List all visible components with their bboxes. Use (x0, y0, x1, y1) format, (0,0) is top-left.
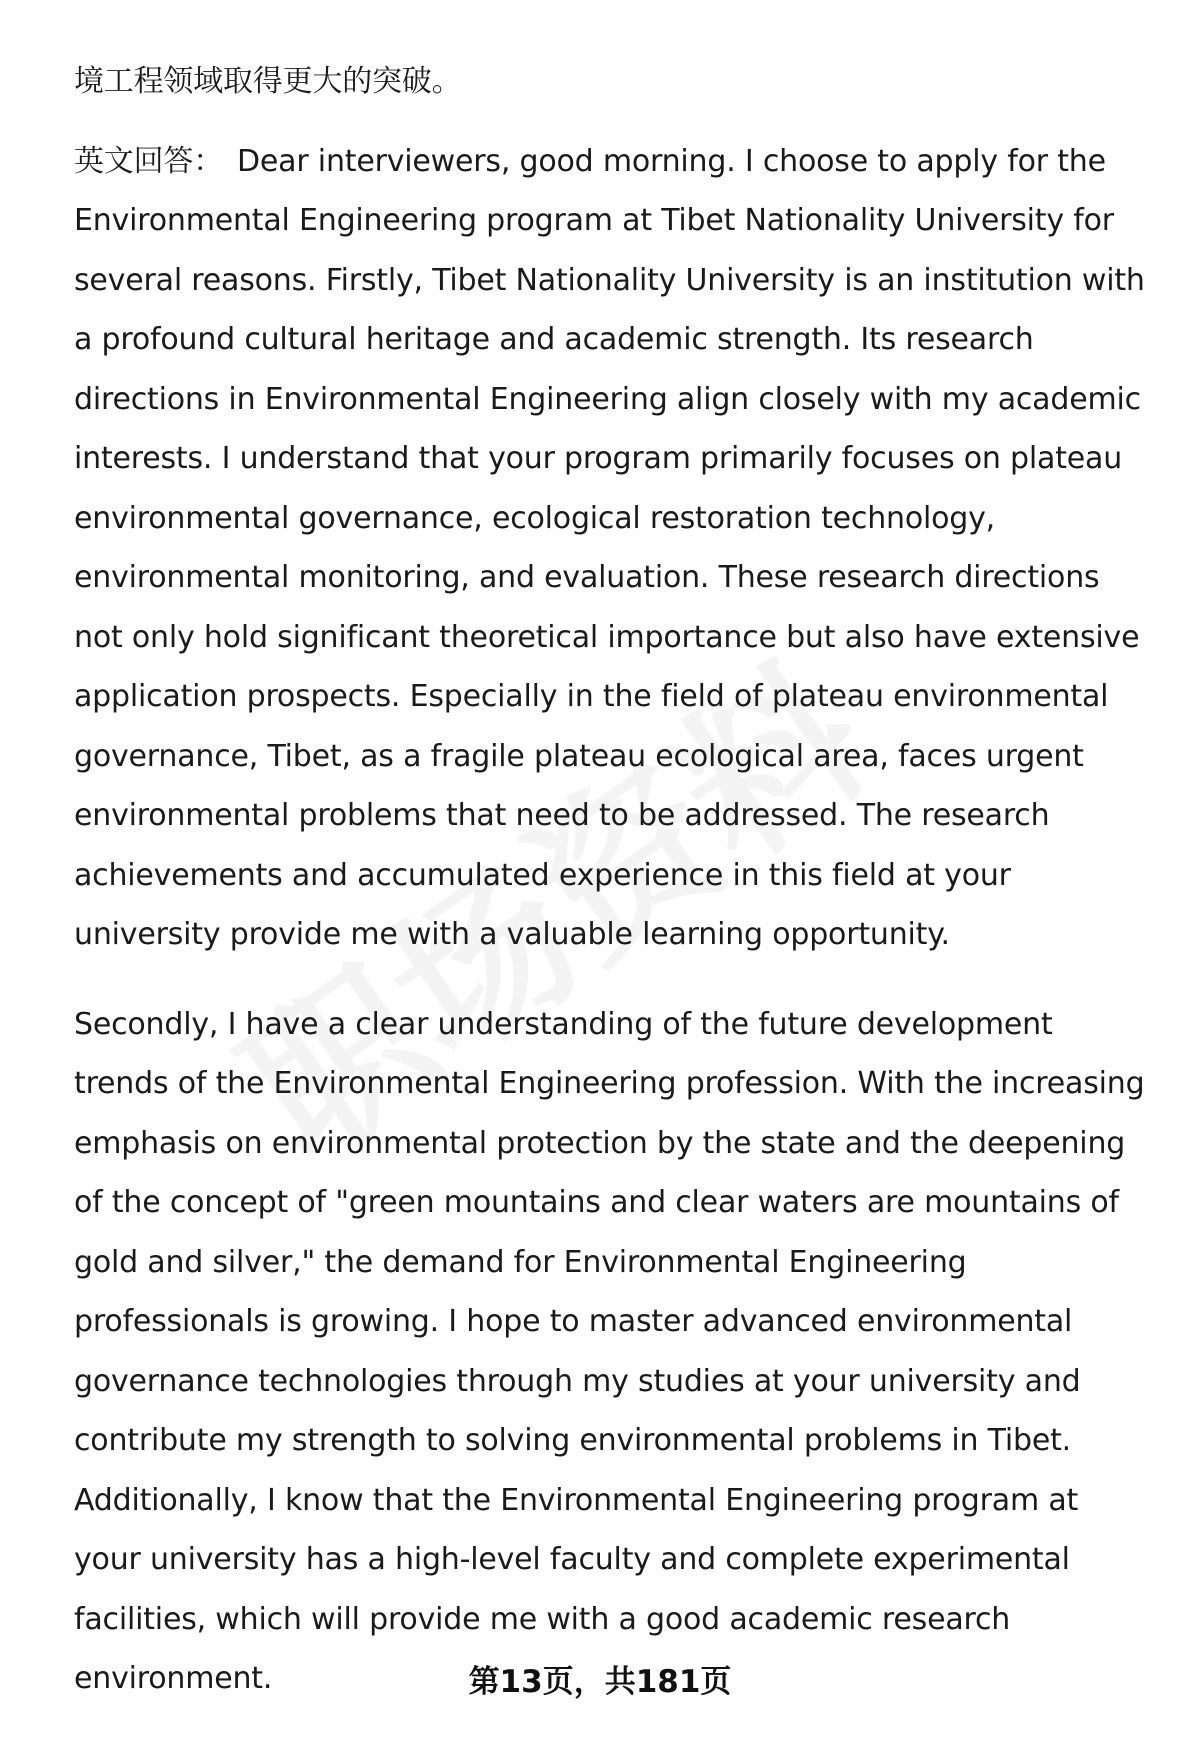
page-number-footer: 第13页，共181页 (468, 1664, 732, 1700)
answer-paragraph-1 (74, 132, 1154, 965)
paragraph-1-text: Dear interviewers, good morning. I choose to apply for the Environmental Engineering program at Tibet Nationality University for several reasons. Firstly, Tibet Nationality University is an institution with a profound cultural heritage and academic strength. Its research directions in Environmental Engineering align closely with my academic interests. I understand that your program primarily focuses on plateau environmental governance, ecological restoration technology, environmental monitoring, and evaluation. These research directions not only hold significant theoretical importance but also have extensive application prospects. Especially in the field of plateau environmental governance, Tibet, as a fragile plateau ecological area, faces urgent environmental problems that need to be addressed. The research achievements and accumulated experience in this field at your university provide me with a valuable learning opportunity. (74, 143, 1145, 952)
answer-label: 英文回答： (74, 143, 223, 179)
document-body (74, 52, 1154, 1739)
answer-paragraph-2: Secondly, I have a clear understanding of the future development trends of the Environmental Engineering profession. With the increasing emphasis on environmental protection by the state and the deepening of the concept of "green mountains and clear waters are mountains of gold and silver," the demand for Environmental Engineering professionals is growing. I hope to master advanced environmental governance technologies through my studies at your university and contribute my strength to solving environmental problems in Tibet. Additionally, I know that the Environmental Engineering program at your university has a high-level faculty and complete experimental facilities, which will provide me with a good academic research environment. (74, 1006, 1145, 1696)
intro-fragment: 境工程领域取得更大的突破。 (74, 64, 462, 99)
